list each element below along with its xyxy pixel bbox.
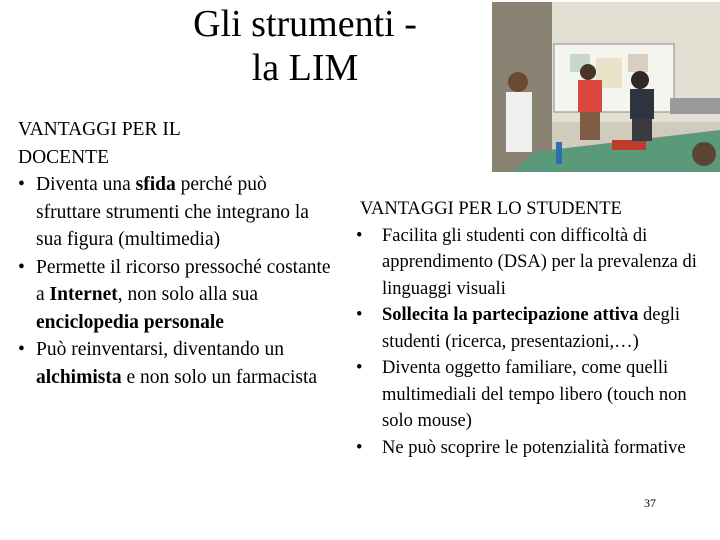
teacher-bullet-list (14, 171, 334, 391)
bold-text: enciclopedia personale (36, 311, 224, 333)
student-advantages (356, 196, 718, 461)
classroom-photo (492, 2, 720, 172)
text: Permette il ricorso pressoché costante a (36, 256, 331, 305)
bold-text: Internet (49, 284, 118, 305)
bold-text: Sollecita la partecipazione attiva (382, 305, 639, 325)
teacher-advantages (14, 116, 334, 391)
student-bullet-4: • Ne può scoprire le potenzialità formative (356, 435, 718, 462)
text: degli studenti (ricerca, presentazioni,…) (382, 305, 681, 352)
page-number: 37 (644, 496, 656, 510)
title-line-1: Gli strumenti - (193, 3, 417, 45)
text: perché può sfruttare strumenti che integrano la sua figura (multimedia) (36, 174, 309, 250)
bold-text: sfida (135, 174, 176, 195)
text: Diventa una (36, 174, 136, 195)
slide-title (150, 2, 460, 90)
teacher-heading (14, 116, 334, 171)
student-bullet-1: • Facilita gli studenti con difficoltà di apprendimento (DSA) per la prevalenza di linguaggi visuali (356, 223, 718, 303)
teacher-bullet-1 (14, 171, 334, 254)
text: e non solo un farmacista (121, 366, 318, 388)
student-bullet-list (356, 223, 718, 462)
teacher-bullet-2 (14, 254, 334, 337)
teacher-heading-line-1: VANTAGGI PER IL (18, 119, 181, 140)
text: Può reinventarsi, diventando un (36, 339, 285, 360)
teacher-bullet-3 (14, 336, 334, 391)
student-bullet-2 (356, 302, 718, 355)
student-heading: VANTAGGI PER LO STUDENTE (360, 199, 622, 219)
bold-text: alchimista (36, 366, 122, 388)
text: , non solo alla sua (117, 284, 259, 305)
teacher-heading-line-2: DOCENTE (18, 146, 109, 168)
classroom-whiteboard-photo-icon (492, 2, 720, 172)
student-bullet-3: • Diventa oggetto familiare, come quelli multimediali del tempo libero (touch non solo mouse) (356, 355, 718, 435)
title-line-2: la LIM (251, 47, 359, 89)
